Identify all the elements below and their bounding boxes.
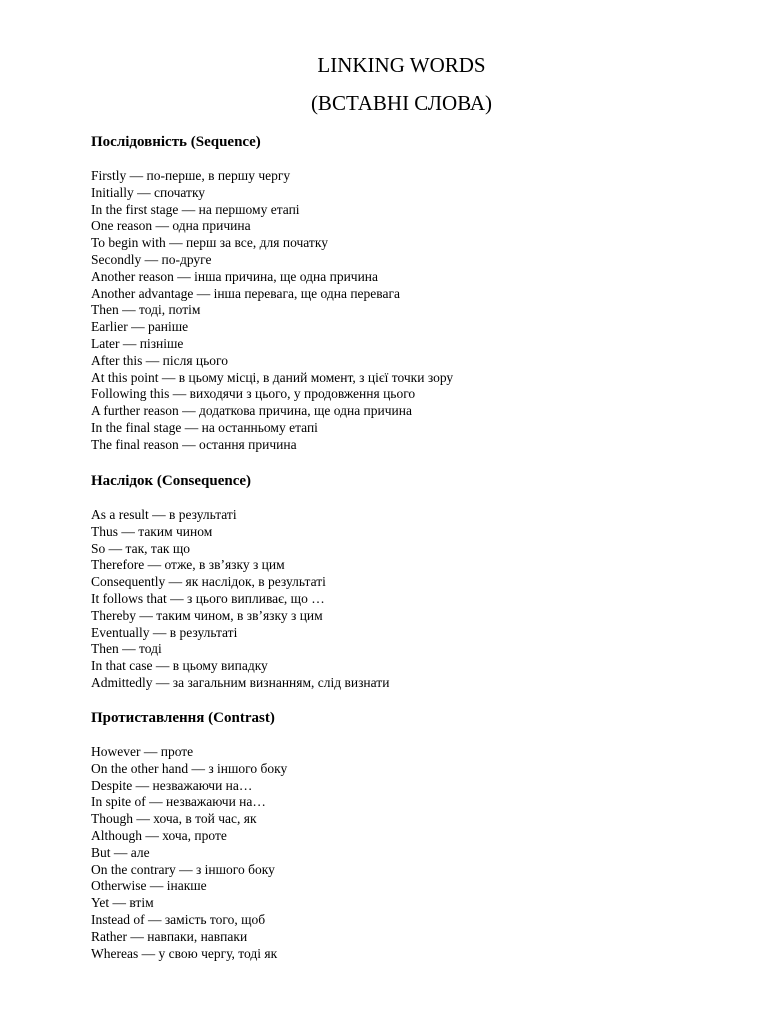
list-item: Then — тоді (91, 641, 162, 657)
list-item: It follows that — з цього випливає, що … (91, 590, 325, 606)
list-item: Following this — виходячи з цього, у продовження цього (91, 386, 416, 402)
section-contrast (91, 708, 731, 962)
list-item: Despite — незважаючи на… (91, 777, 253, 793)
list-item: Thereby — таким чином, в зв’язку з цим (91, 607, 323, 623)
list-item: In the first stage — на першому етапі (91, 201, 300, 217)
section-heading: Послідовність (Sequence) (91, 134, 261, 150)
list-item: Yet — втім (91, 895, 154, 911)
list-item: In spite of — незважаючи на… (91, 794, 266, 810)
list-item: On the other hand — з іншого боку (91, 760, 288, 776)
term-list (91, 507, 731, 692)
list-item: One reason — одна причина (91, 218, 251, 234)
section-heading: Протиставлення (Contrast) (91, 710, 275, 726)
term-list (91, 168, 731, 454)
list-item: Another reason — інша причина, ще одна причина (91, 268, 379, 284)
list-item: Whereas — у свою чергу, тоді як (91, 945, 278, 961)
list-item: Instead of — замість того, щоб (91, 911, 266, 927)
list-item: In that case — в цьому випадку (91, 658, 268, 674)
list-item: Eventually — в результаті (91, 624, 238, 640)
list-item: The final reason — остання причина (91, 436, 297, 452)
list-item: At this point — в цьому місці, в даний момент, з цієї точки зору (91, 369, 454, 385)
list-item: Initially — спочатку (91, 184, 206, 200)
list-item: So — так, так що (91, 540, 191, 556)
list-item: However — проте (91, 744, 194, 759)
term-list (91, 744, 731, 962)
document-subtitle: (ВСТАВНІ СЛОВА) (310, 91, 493, 115)
list-item: Admittedly — за загальним визнанням, слід визнати (91, 674, 390, 690)
list-item: Then — тоді, потім (91, 302, 201, 318)
list-item: Firstly — по-перше, в першу чергу (91, 168, 291, 183)
list-item: On the contrary — з іншого боку (91, 861, 275, 877)
list-item: As a result — в результаті (91, 507, 237, 522)
list-item: Secondly — по-друге (91, 251, 212, 267)
list-item: Rather — навпаки, навпаки (91, 928, 248, 944)
section-consequence (91, 471, 731, 692)
list-item: Another advantage — інша перевага, ще одна перевага (91, 285, 401, 301)
list-item: Otherwise — інакше (91, 878, 207, 894)
list-item: Later — пізніше (91, 335, 184, 351)
list-item: Therefore — отже, в зв’язку з цим (91, 557, 285, 573)
section-sequence (91, 132, 731, 454)
list-item: In the final stage — на останньому етапі (91, 419, 318, 435)
list-item: After this — після цього (91, 352, 228, 368)
list-item: Although — хоча, проте (91, 827, 227, 843)
list-item: Consequently — як наслідок, в результаті (91, 574, 326, 590)
list-item: Thus — таким чином (91, 523, 213, 539)
document-title: LINKING WORDS (317, 53, 486, 77)
list-item: But — але (91, 844, 150, 860)
list-item: A further reason — додаткова причина, ще одна причина (91, 403, 412, 419)
list-item: To begin with — перш за все, для початку (91, 235, 328, 251)
section-heading: Наслідок (Consequence) (91, 473, 252, 489)
list-item: Though — хоча, в той час, як (91, 811, 257, 827)
list-item: Earlier — раніше (91, 319, 189, 335)
